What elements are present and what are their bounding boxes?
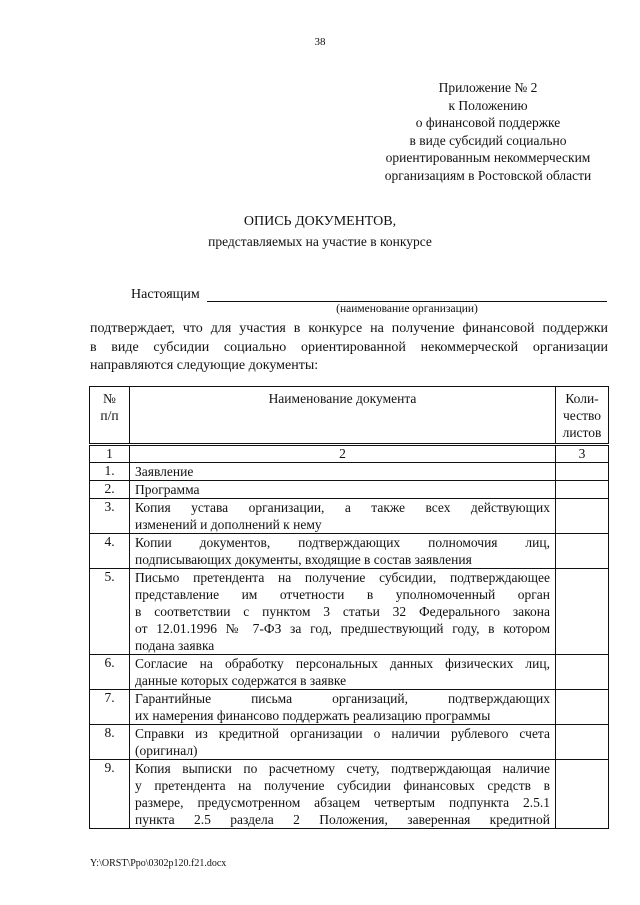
page-number: 38: [314, 36, 326, 48]
row-document-name: Согласие на обработку персональных данных физических лиц, данные которых содержатся в заявке: [130, 655, 556, 690]
document-title: ОПИСЬ ДОКУМЕНТОВ,: [243, 214, 397, 229]
body-line: подтверждает, что для участия в конкурсе на получение финансовой поддержки: [90, 321, 608, 336]
row-document-name: Гарантийные письма организаций, подтверждающих их намерения финансово поддержать реализацию программы: [130, 690, 556, 725]
row-document-name: Копия устава организации, а также всех действующих изменений и дополнений к нему: [130, 499, 556, 534]
table-row: [90, 481, 609, 499]
file-path-footer: Y:\ORST\Ppo\0302p120.f21.docx: [90, 858, 227, 869]
row-sheet-count: [556, 569, 609, 655]
row-sheet-count: [556, 534, 609, 569]
table-row: [90, 725, 609, 760]
row-sheet-count: [556, 690, 609, 725]
row-number: 2.: [90, 481, 130, 499]
appendix-line: в виде субсидий социально: [409, 132, 567, 148]
row-sheet-count: [556, 725, 609, 760]
appendix-line: Приложение № 2: [438, 80, 538, 95]
organization-caption: (наименование организации): [336, 303, 478, 315]
table-header-row: [90, 387, 609, 445]
row-number: 9.: [90, 760, 130, 829]
appendix-line: организациям в Ростовской области: [384, 167, 592, 183]
column-number: 1: [90, 445, 130, 463]
table-row: [90, 760, 609, 829]
row-sheet-count: [556, 463, 609, 481]
table-row: [90, 655, 609, 690]
column-number: 2: [130, 445, 556, 463]
table-row: [90, 690, 609, 725]
row-sheet-count: [556, 655, 609, 690]
row-document-name: Письмо претендента на получение субсидии, подтверждающее представление им отчетности в уполномоченный орган в соответствии с пунктом 3 статьи 32 Федерального закона от 12.01.1996 № 7-ФЗ за год, предшествующий году, в котором подана заявка: [130, 569, 556, 655]
row-document-name: Справки из кредитной организации о наличии рублевого счета (оригинал): [130, 725, 556, 760]
row-document-name: Программа: [130, 481, 556, 499]
document-subtitle: представляемых на участие в конкурсе: [208, 234, 432, 249]
appendix-header: [362, 79, 614, 185]
row-number: 6.: [90, 655, 130, 690]
declaration-prefix: Настоящим: [131, 287, 200, 302]
organization-name-blank: [207, 301, 607, 302]
row-number: 1.: [90, 463, 130, 481]
row-number: 5.: [90, 569, 130, 655]
body-line: в виде субсидии социально ориентированной некоммерческой организации: [90, 339, 608, 355]
row-document-name: Копия выписки по расчетному счету, подтверждающая наличие у претендента на получение субсидии финансовых средств в размере, предусмотренном абзацем четвертым подпункта 2.5.1 пункта 2.5 раздела 2 Положения, заверенная кредитной: [130, 760, 556, 829]
row-sheet-count: [556, 481, 609, 499]
row-sheet-count: [556, 760, 609, 829]
table-row: [90, 463, 609, 481]
row-document-name: Заявление: [130, 463, 556, 481]
appendix-line: к Положению: [448, 97, 528, 113]
appendix-line: о финансовой поддержке: [415, 115, 561, 131]
documents-table: [89, 386, 609, 829]
appendix-line: ориентированным некоммерческим: [385, 150, 591, 166]
row-number: 3.: [90, 499, 130, 534]
column-number-row: [90, 445, 609, 463]
row-number: 8.: [90, 725, 130, 760]
table-row: [90, 569, 609, 655]
column-number: 3: [556, 445, 609, 463]
row-sheet-count: [556, 499, 609, 534]
declaration-body: [90, 320, 608, 376]
body-line: направляются следующие документы:: [90, 358, 319, 373]
table-row: [90, 499, 609, 534]
row-number: 7.: [90, 690, 130, 725]
header-sheet-count: Коли- чество листов: [556, 387, 609, 445]
row-number: 4.: [90, 534, 130, 569]
row-document-name: Копии документов, подтверждающих полномочия лиц, подписывающих документы, входящие в состав заявления: [130, 534, 556, 569]
table-row: [90, 534, 609, 569]
header-number: № п/п: [90, 387, 130, 445]
header-document-name: Наименование документа: [130, 387, 556, 445]
